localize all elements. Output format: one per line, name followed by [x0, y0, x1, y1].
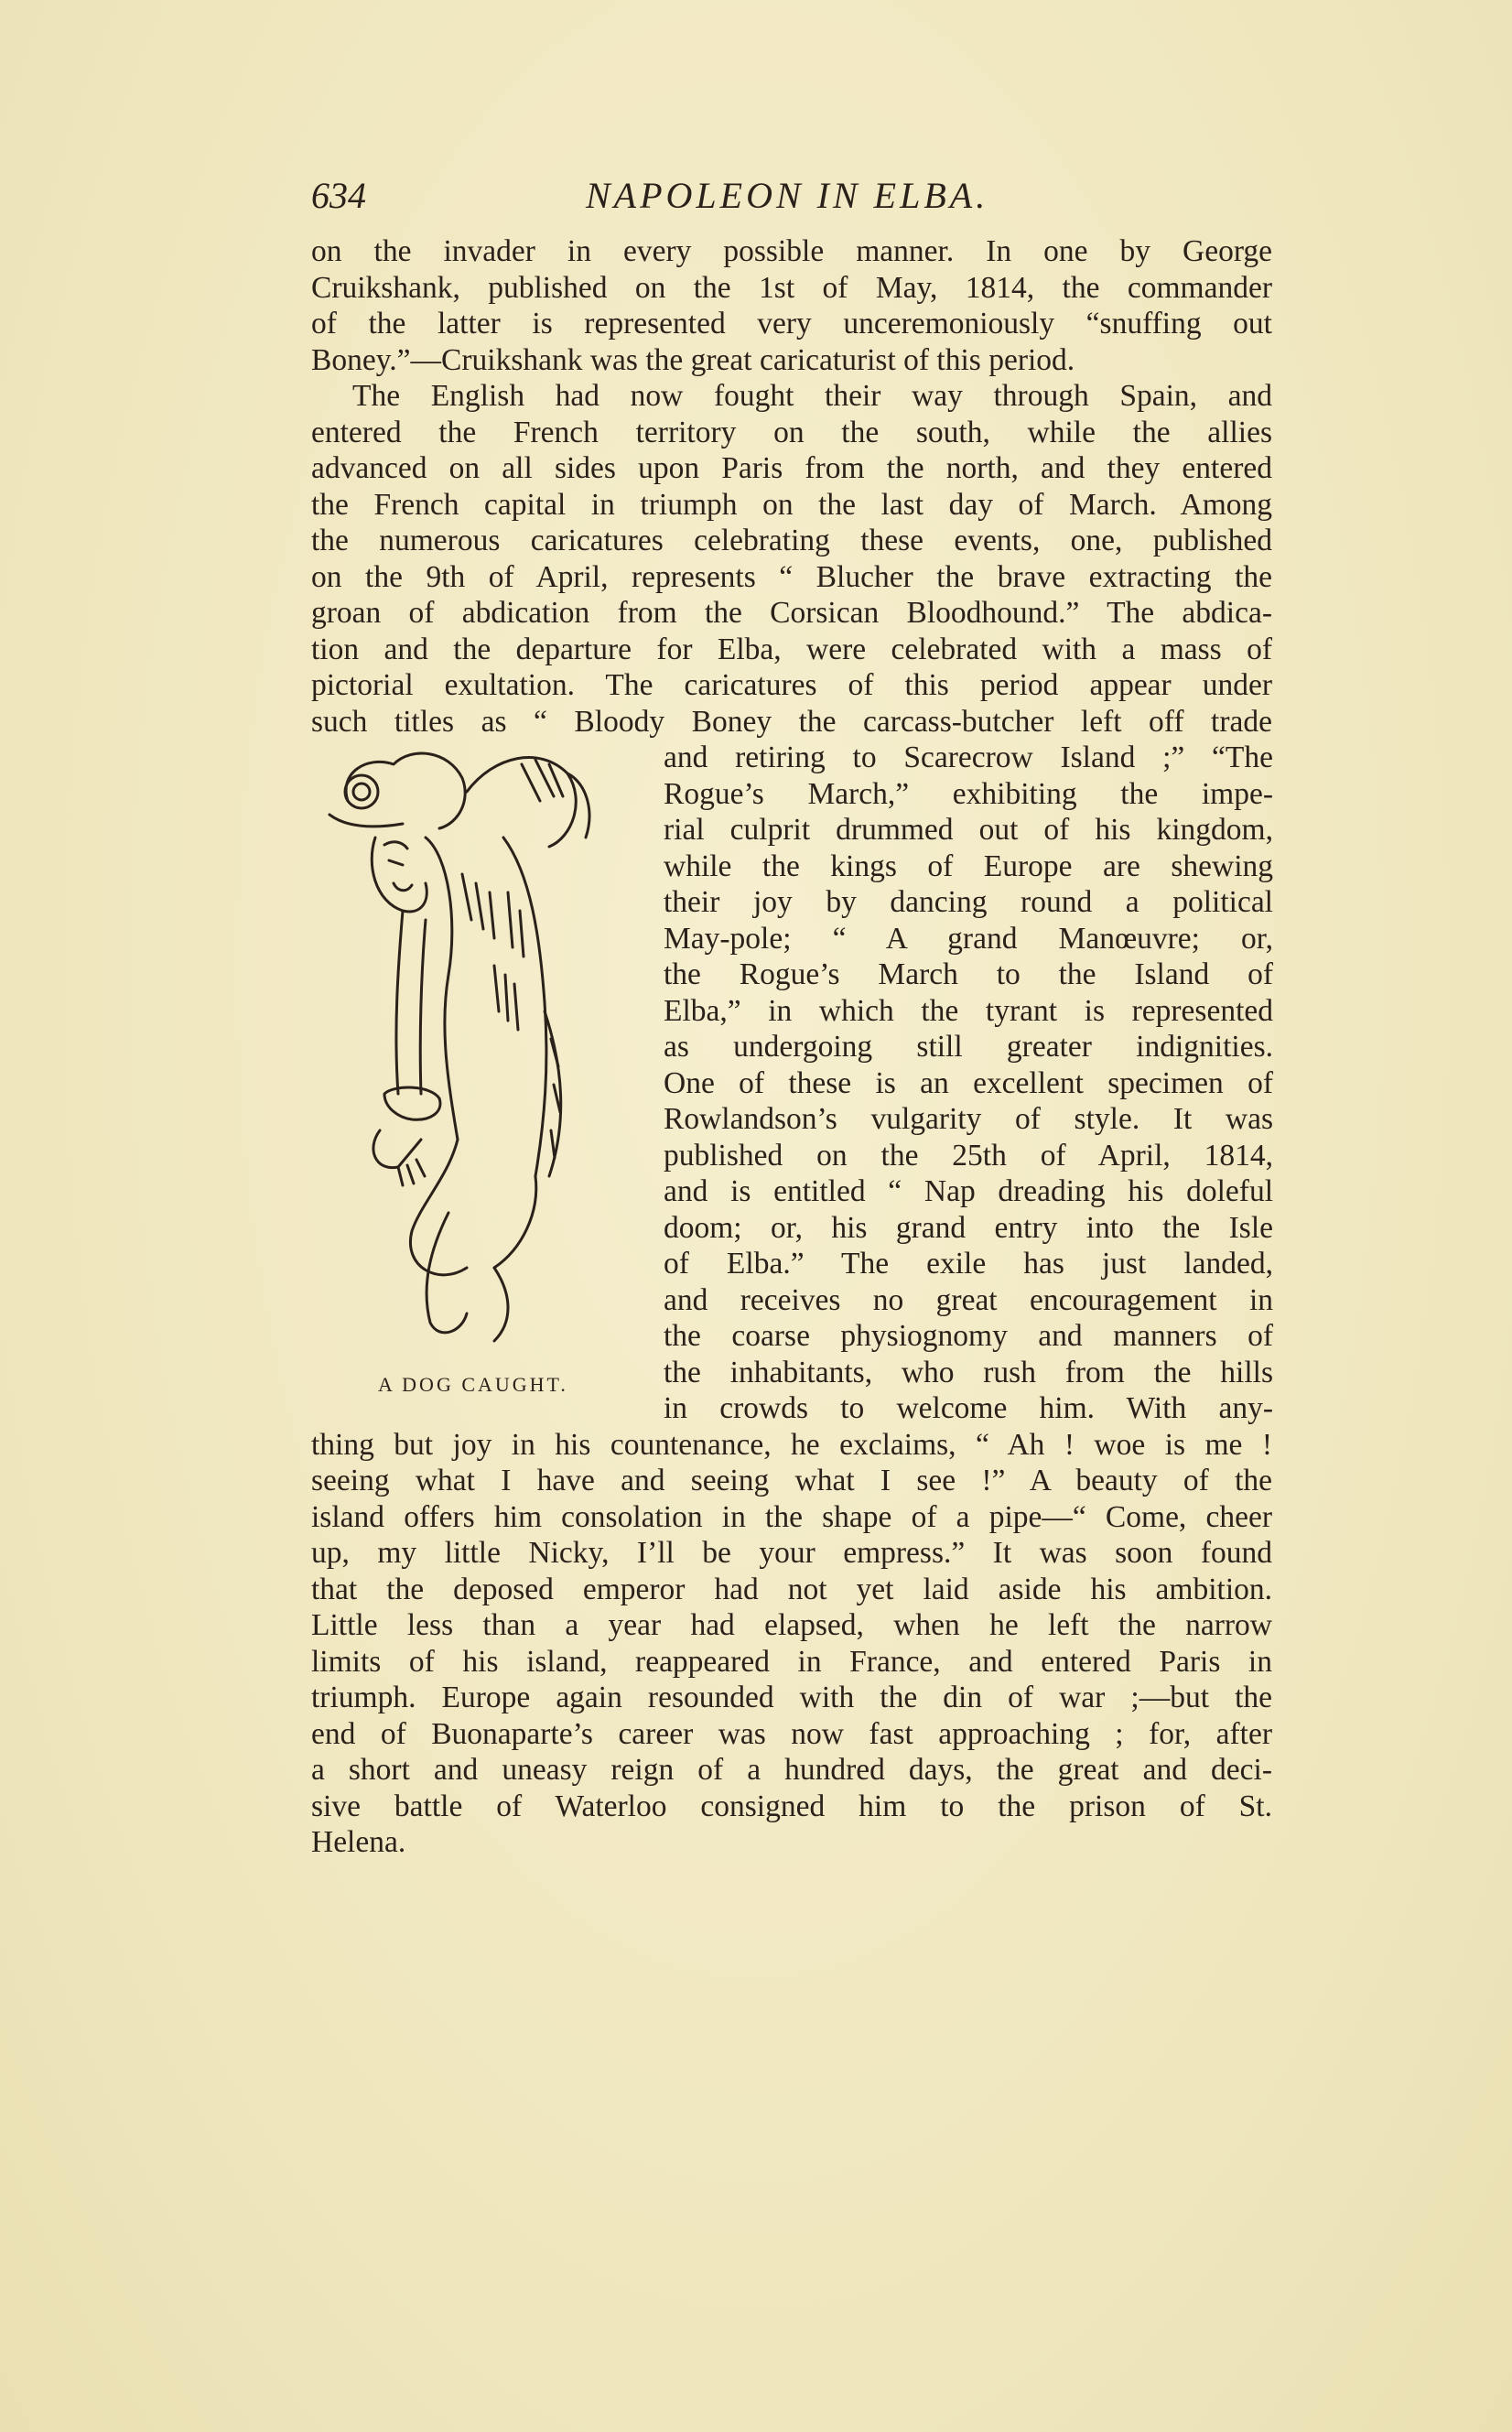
body-line: Boney.”—Cruikshank was the great caricaturist of this period. — [311, 343, 1075, 377]
body-line: thing but joy in his countenance, he exclaims, “ Ah ! woe is me ! — [311, 1428, 1272, 1462]
dog-caught-illustration — [311, 737, 641, 1359]
dog-caricature-icon — [311, 737, 641, 1359]
body-line: advanced on all sides upon Paris from the north, and they entered — [311, 451, 1272, 485]
body-line: that the deposed emperor had not yet laid aside his ambition. — [311, 1573, 1272, 1606]
body-line: Rowlandson’s vulgarity of style. It was — [664, 1102, 1273, 1136]
body-line: the numerous caricatures celebrating these events, one, published — [311, 524, 1272, 557]
body-line: of Elba.” The exile has just landed, — [664, 1247, 1273, 1281]
body-line: Helena. — [311, 1825, 406, 1859]
body-line: Little less than a year had elapsed, when he left the narrow — [311, 1608, 1272, 1642]
body-line: the Rogue’s March to the Island of — [664, 957, 1273, 991]
body-line: groan of abdication from the Corsican Bloodhound.” The abdica- — [311, 596, 1272, 630]
body-line: May-pole; “ A grand Manœuvre; or, — [664, 922, 1273, 956]
body-line: island offers him consolation in the shape of a pipe—“ Come, cheer — [311, 1500, 1272, 1534]
body-line: of the latter is represented very unceremoniously “snuffing out — [311, 307, 1272, 340]
body-line: while the kings of Europe are shewing — [664, 849, 1273, 883]
body-line: on the invader in every possible manner. In one by George — [311, 234, 1272, 268]
body-line: Elba,” in which the tyrant is represented — [664, 994, 1273, 1028]
body-line: rial culprit drummed out of his kingdom, — [664, 813, 1273, 847]
body-line: seeing what I have and seeing what I see !” A beauty of the — [311, 1464, 1272, 1497]
body-line: the French capital in triumph on the last day of March. Among — [311, 488, 1272, 522]
body-line: on the 9th of April, represents “ Blucher the brave extracting the — [311, 560, 1272, 594]
body-line: their joy by dancing round a political — [664, 885, 1273, 919]
body-line: doom; or, his grand entry into the Isle — [664, 1211, 1273, 1245]
body-line: tion and the departure for Elba, were celebrated with a mass of — [311, 632, 1272, 666]
body-line: Cruikshank, published on the 1st of May, 1814, the commander — [311, 271, 1272, 305]
body-line: as undergoing still greater indignities. — [664, 1030, 1273, 1064]
body-line: the coarse physiognomy and manners of — [664, 1319, 1273, 1353]
body-line: up, my little Nicky, I’ll be your empress.” It was soon found — [311, 1536, 1272, 1570]
body-line: and is entitled “ Nap dreading his doleful — [664, 1174, 1273, 1208]
body-line: sive battle of Waterloo consigned him to the prison of St. — [311, 1789, 1272, 1823]
body-line: the inhabitants, who rush from the hills — [664, 1356, 1273, 1389]
body-line: triumph. Europe again resounded with the din of war ;—but the — [311, 1681, 1272, 1714]
body-line: end of Buonaparte’s career was now fast approaching ; for, after — [311, 1717, 1272, 1751]
body-line: The English had now fought their way through Spain, and — [352, 379, 1272, 413]
body-line: published on the 25th of April, 1814, — [664, 1139, 1273, 1173]
figure-caption: A DOG CAUGHT. — [378, 1373, 568, 1396]
body-line: and receives no great encouragement in — [664, 1283, 1273, 1317]
body-line: One of these is an excellent specimen of — [664, 1066, 1273, 1100]
body-line: entered the French territory on the south, while the allies — [311, 416, 1272, 449]
running-head: NAPOLEON IN ELBA. — [586, 175, 989, 216]
page-number: 634 — [311, 175, 366, 216]
body-line: and retiring to Scarecrow Island ;” “The — [664, 740, 1273, 774]
body-line: a short and uneasy reign of a hundred days, the great and deci- — [311, 1753, 1272, 1787]
body-line: limits of his island, reappeared in France, and entered Paris in — [311, 1645, 1272, 1679]
body-line: Rogue’s March,” exhibiting the impe- — [664, 777, 1273, 811]
body-line: in crowds to welcome him. With any- — [664, 1391, 1273, 1425]
body-line: such titles as “ Bloody Boney the carcass-butcher left off trade — [311, 705, 1272, 739]
body-line: pictorial exultation. The caricatures of this period appear under — [311, 668, 1272, 702]
page-header — [311, 174, 1272, 229]
